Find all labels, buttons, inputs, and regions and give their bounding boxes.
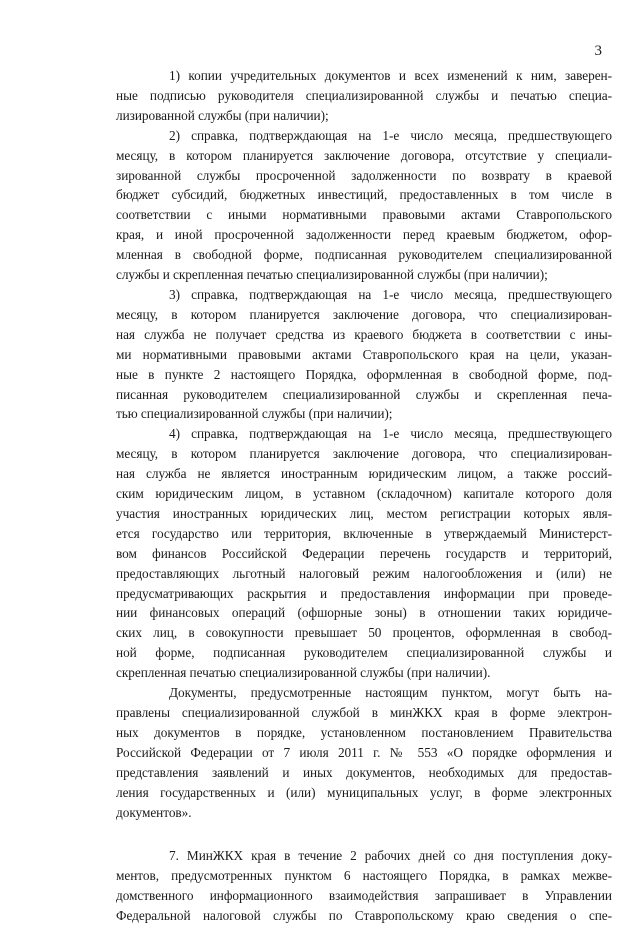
text-line: ления государственных и (или) муниципальных услуг, в форме электронных	[116, 784, 612, 800]
text-line: соответствии с иными нормативными правовыми актами Ставропольского	[116, 207, 612, 223]
text-line: ментов, предусмотренных пунктом 6 настоящего Порядка, в рамках межве-	[116, 868, 612, 884]
paragraph-item-1	[116, 66, 612, 126]
text-line: Российской Федерации от 7 июля 2011 г. № 553 «О порядке оформления и	[116, 744, 612, 760]
text-line: 4) справка, подтверждающая на 1-е число месяца, предшествующего	[169, 426, 612, 442]
text-line: 7. МинЖКХ края в течение 2 рабочих дней со дня поступления доку-	[169, 848, 612, 864]
text-line: бюджет субсидий, бюджетных инвестиций, предоставленных в том числе в	[116, 187, 612, 203]
text-line: ется государство или территория, включенные в утверждаемый Министерст-	[116, 525, 612, 541]
text-line: 1) копии учредительных документов и всех изменений к ним, заверен-	[169, 68, 612, 83]
text-line: скрепленная печатью специализированной службы (при наличии).	[116, 665, 491, 681]
text-line: документов».	[116, 804, 192, 820]
text-line: 2) справка, подтверждающая на 1-е число месяца, предшествующего	[169, 127, 612, 143]
text-line: 3) справка, подтверждающая на 1-е число месяца, предшествующего	[169, 286, 612, 302]
text-line: ной форме, подписанная руководителем специализированной службы и	[116, 645, 612, 661]
paragraph-spacer	[116, 822, 612, 846]
paragraph-electronic-documents	[116, 683, 612, 822]
paragraph-clause-7	[116, 846, 612, 926]
text-line: службы и скрепленная печатью специализированной службы (при наличии);	[116, 267, 548, 283]
paragraph-item-2	[116, 126, 612, 285]
text-line: месяцу, в котором планируется заключение договора, что специализирован-	[116, 306, 612, 322]
text-line: вом финансов Российской Федерации перечень государств и территорий,	[116, 545, 612, 561]
text-line: мленная в свободной форме, подписанная руководителем специализированной	[116, 247, 612, 263]
text-line: предусматривающих раскрытия и предоставления информации при проведе-	[116, 585, 612, 601]
text-line: Документы, предусмотренные настоящим пунктом, могут быть на-	[169, 685, 612, 701]
text-line: ских лиц, в совокупности превышает 50 процентов, оформленная в свобод-	[116, 625, 612, 641]
paragraph-item-4	[116, 424, 612, 683]
text-line: домственного информационного взаимодействия запрашивает в Управлении	[116, 888, 612, 904]
text-line: края, и иной просроченной задолженности перед краевым бюджетом, офор-	[116, 227, 612, 243]
text-line: ная служба не является иностранным юридическим лицом, а также россий-	[116, 466, 612, 482]
text-line: месяцу, в котором планируется заключение договора, отсутствие у специали-	[116, 147, 612, 163]
text-line: правлены специализированной службой в минЖКХ края в форме электрон-	[116, 705, 612, 720]
document-body	[116, 66, 612, 926]
text-line: писанная руководителем специализированной службы и скрепленная печа-	[116, 386, 612, 402]
text-line: нии финансовых операций (офшорные зоны) в отношении таких юридиче-	[116, 605, 612, 621]
text-line: ные в пункте 2 настоящего Порядка, оформленная в свободной форме, под-	[116, 366, 612, 382]
text-line: месяцу, в котором планируется заключение договора, что специализирован-	[116, 446, 612, 462]
paragraph-item-3	[116, 285, 612, 424]
text-line: участия иностранных юридических лиц, местом регистрации которых явля-	[116, 505, 612, 521]
text-line: ные подписью руководителя специализированной службы и печатью специа-	[116, 87, 612, 103]
text-line: ных документов в порядке, установленном постановлением Правительства	[116, 724, 612, 740]
text-line: тью специализированной службы (при наличии);	[116, 406, 393, 422]
text-line: предоставляющих льготный налоговый режим налогообложения и (или) не	[116, 565, 612, 581]
text-line: представления заявлений и иных документов, необходимых для предостав-	[116, 764, 612, 780]
text-line: ским юридическим лицом, в уставном (складочном) капитале которого доля	[116, 486, 612, 502]
text-line: лизированной службы (при наличии);	[116, 107, 329, 123]
text-line: зированной службы просроченной задолженности по возврату в краевой	[116, 167, 612, 183]
page-number: 3	[594, 43, 602, 59]
text-line: ми нормативными правовыми актами Ставропольского края на цели, указан-	[116, 346, 612, 362]
text-line: Федеральной налоговой службы по Ставропольскому краю сведения о спе-	[116, 908, 612, 924]
text-line: ная служба не получает средства из краевого бюджета в соответствии с ины-	[116, 326, 612, 342]
